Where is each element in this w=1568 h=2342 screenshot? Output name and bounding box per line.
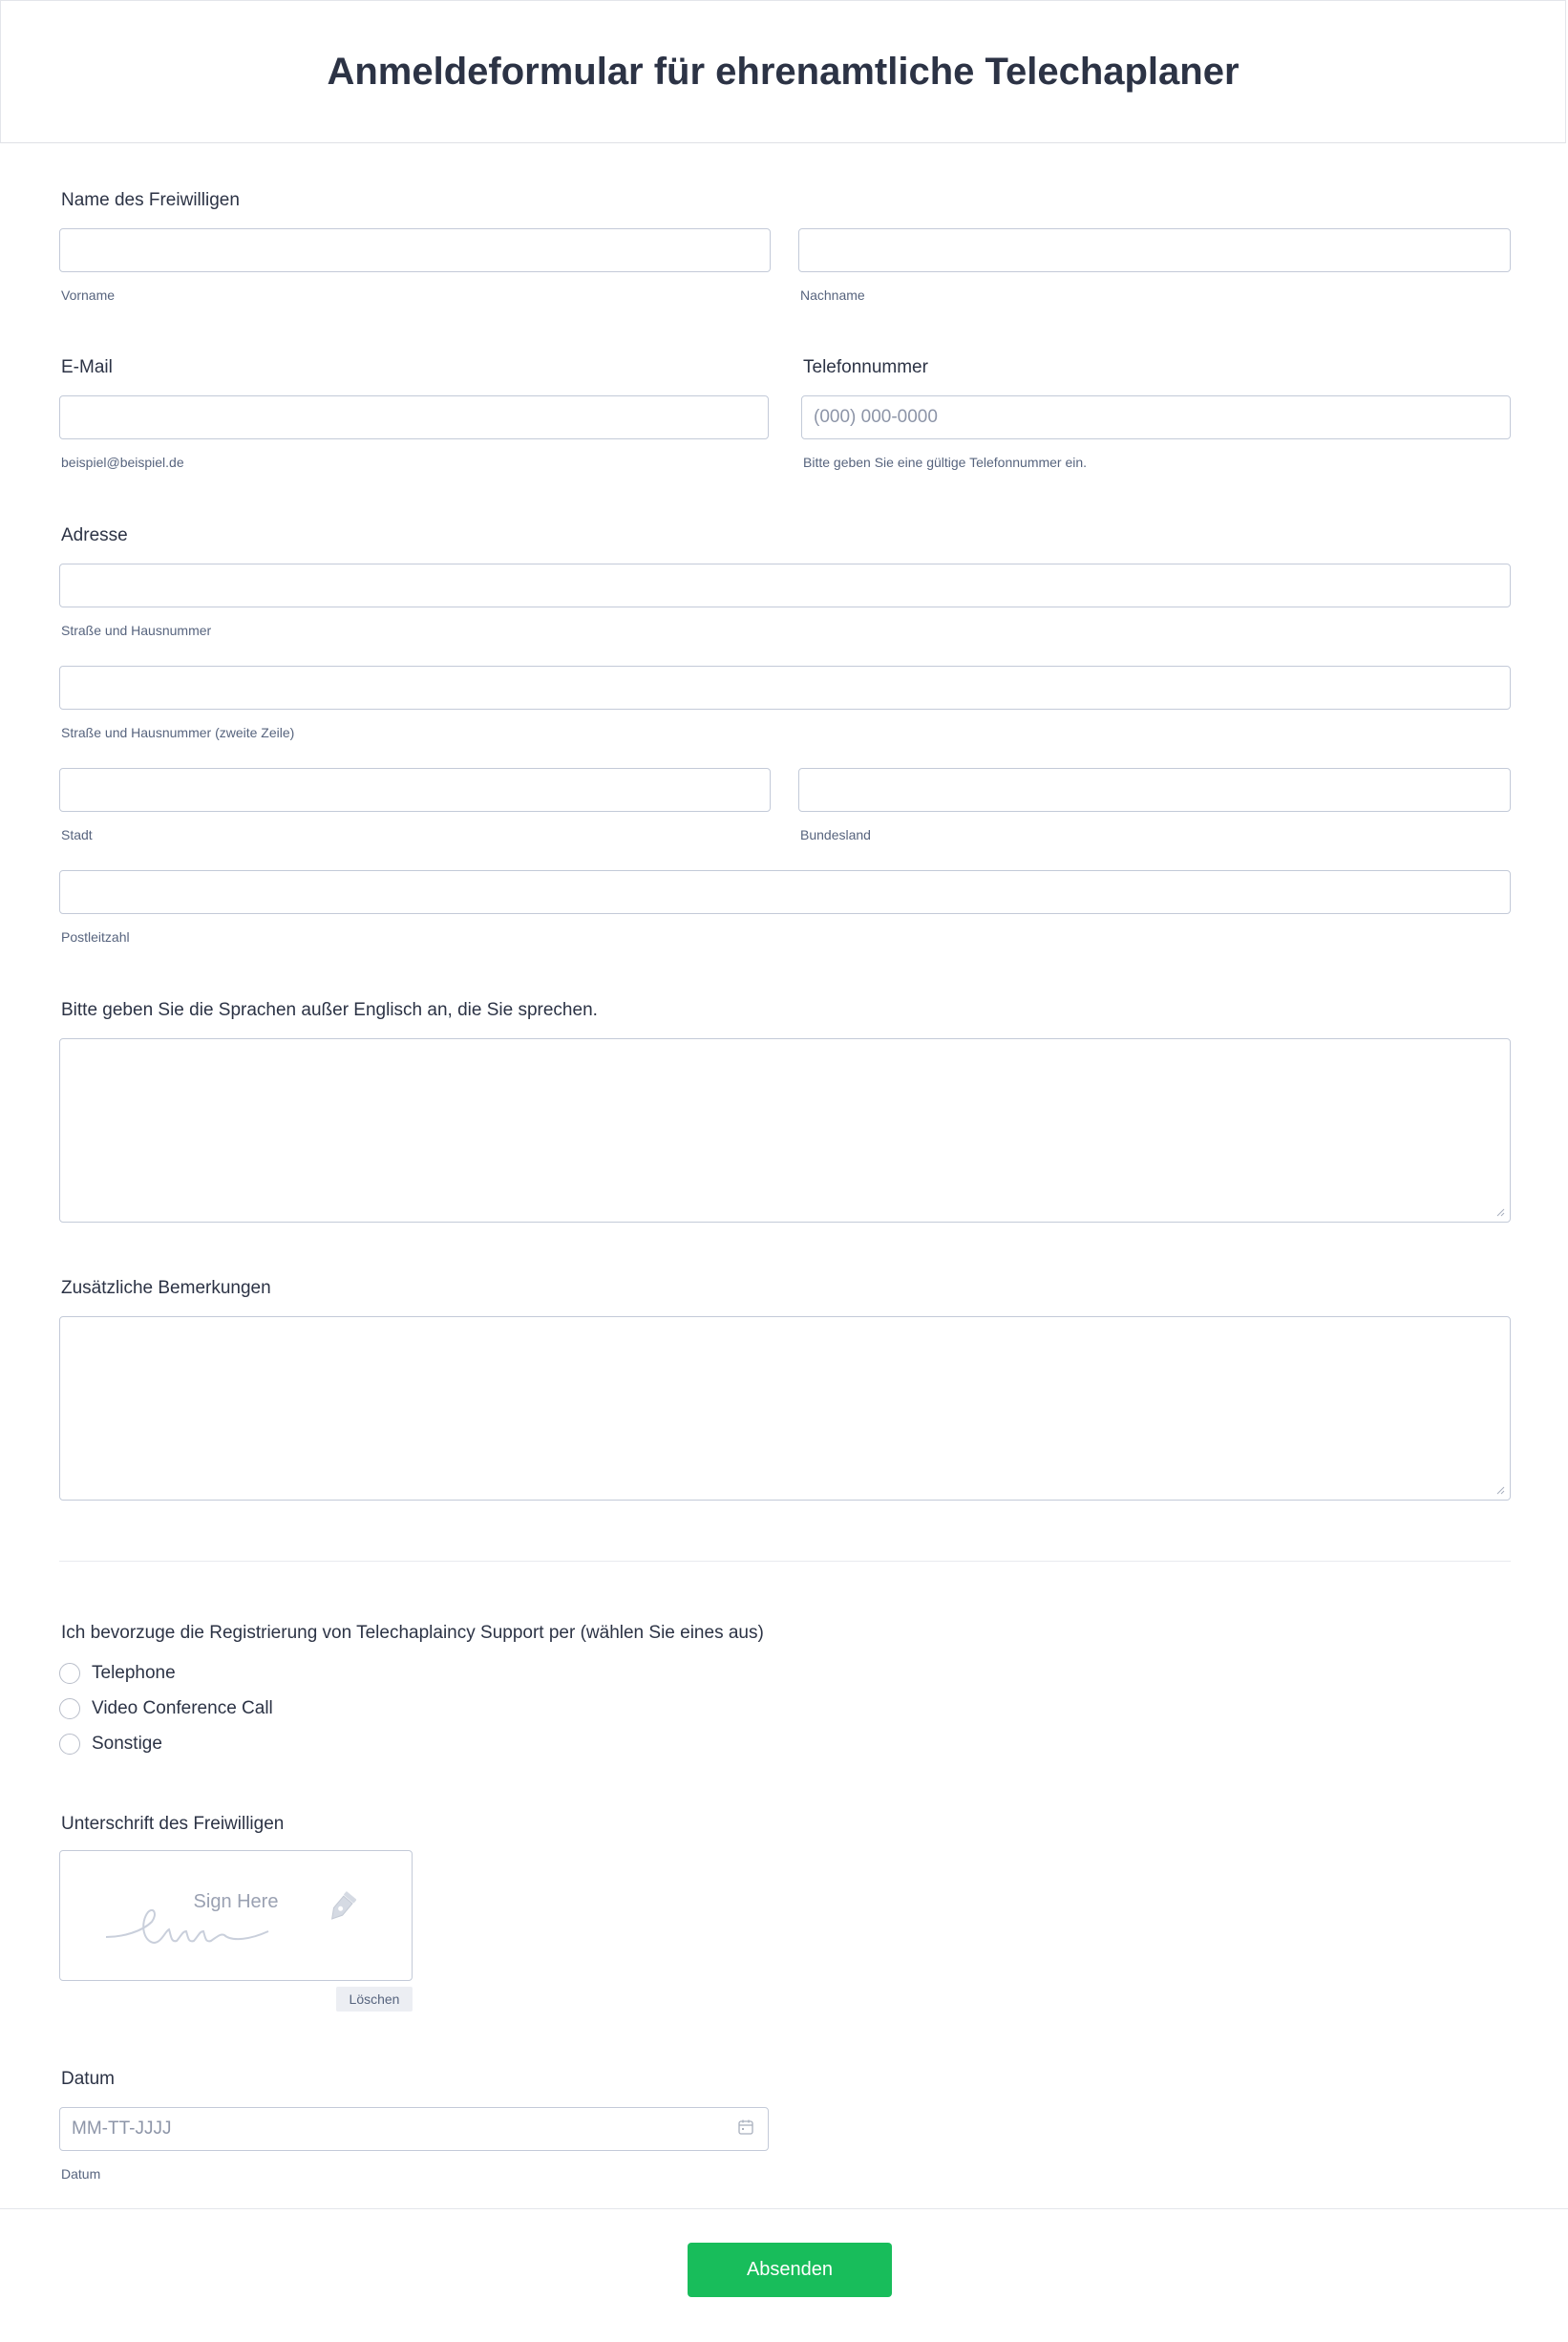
date-sublabel: Datum — [61, 2166, 101, 2182]
form-title: Anmeldeformular für ehrenamtliche Telechaplaner — [327, 50, 1240, 93]
address-label: Adresse — [61, 525, 128, 545]
resize-grip-icon[interactable] — [1495, 1207, 1505, 1217]
remarks-textarea[interactable] — [59, 1316, 1511, 1501]
radio-option-telephone[interactable] — [59, 1661, 176, 1686]
name-label: Name des Freiwilligen — [61, 190, 240, 210]
last-name-input[interactable] — [798, 228, 1511, 272]
street-sublabel: Straße und Hausnummer — [61, 623, 212, 638]
radio-circle[interactable] — [59, 1734, 80, 1755]
street2-input[interactable] — [59, 666, 1511, 710]
languages-textarea[interactable] — [59, 1038, 1511, 1223]
signature-scribble-icon — [104, 1893, 286, 1950]
phone-input[interactable] — [801, 395, 1511, 439]
signature-label: Unterschrift des Freiwilligen — [61, 1814, 285, 1834]
radio-label: Telephone — [92, 1663, 176, 1683]
date-label: Datum — [61, 2069, 115, 2089]
remarks-label: Zusätzliche Bemerkungen — [61, 1278, 271, 1298]
form-header — [0, 0, 1566, 143]
signature-hint: Sign Here — [193, 1891, 279, 1912]
submit-button[interactable]: Absenden — [688, 2243, 892, 2297]
pen-icon — [320, 1889, 360, 1929]
city-sublabel: Stadt — [61, 827, 93, 842]
phone-sublabel: Bitte geben Sie eine gültige Telefonnummer ein. — [803, 455, 1088, 470]
email-sublabel: beispiel@beispiel.de — [61, 455, 184, 470]
state-input[interactable] — [798, 768, 1511, 812]
last-name-sublabel: Nachname — [800, 287, 865, 303]
radio-option-video-call[interactable] — [59, 1696, 273, 1721]
section-divider — [59, 1561, 1511, 1562]
phone-label: Telefonnummer — [803, 357, 928, 377]
first-name-input[interactable] — [59, 228, 771, 272]
date-input[interactable] — [59, 2107, 769, 2151]
radio-label: Sonstige — [92, 1734, 162, 1754]
street2-sublabel: Straße und Hausnummer (zweite Zeile) — [61, 725, 295, 740]
state-sublabel: Bundesland — [800, 827, 871, 842]
clear-signature-button[interactable]: Löschen — [336, 1987, 413, 2012]
resize-grip-icon[interactable] — [1495, 1485, 1505, 1495]
languages-label: Bitte geben Sie die Sprachen außer Englisch an, die Sie sprechen. — [61, 1000, 598, 1020]
email-label: E-Mail — [61, 357, 113, 377]
preference-label: Ich bevorzuge die Registrierung von Telechaplaincy Support per (wählen Sie eines aus) — [61, 1623, 764, 1643]
radio-circle[interactable] — [59, 1698, 80, 1719]
radio-circle[interactable] — [59, 1663, 80, 1684]
calendar-icon[interactable] — [737, 2118, 754, 2136]
zip-sublabel: Postleitzahl — [61, 929, 130, 945]
signature-pad[interactable] — [59, 1850, 413, 1981]
first-name-sublabel: Vorname — [61, 287, 116, 303]
radio-label: Video Conference Call — [92, 1698, 273, 1718]
radio-option-other[interactable] — [59, 1732, 162, 1756]
zip-input[interactable] — [59, 870, 1511, 914]
footer-divider — [0, 2208, 1568, 2209]
email-input[interactable] — [59, 395, 769, 439]
street-input[interactable] — [59, 564, 1511, 607]
city-input[interactable] — [59, 768, 771, 812]
